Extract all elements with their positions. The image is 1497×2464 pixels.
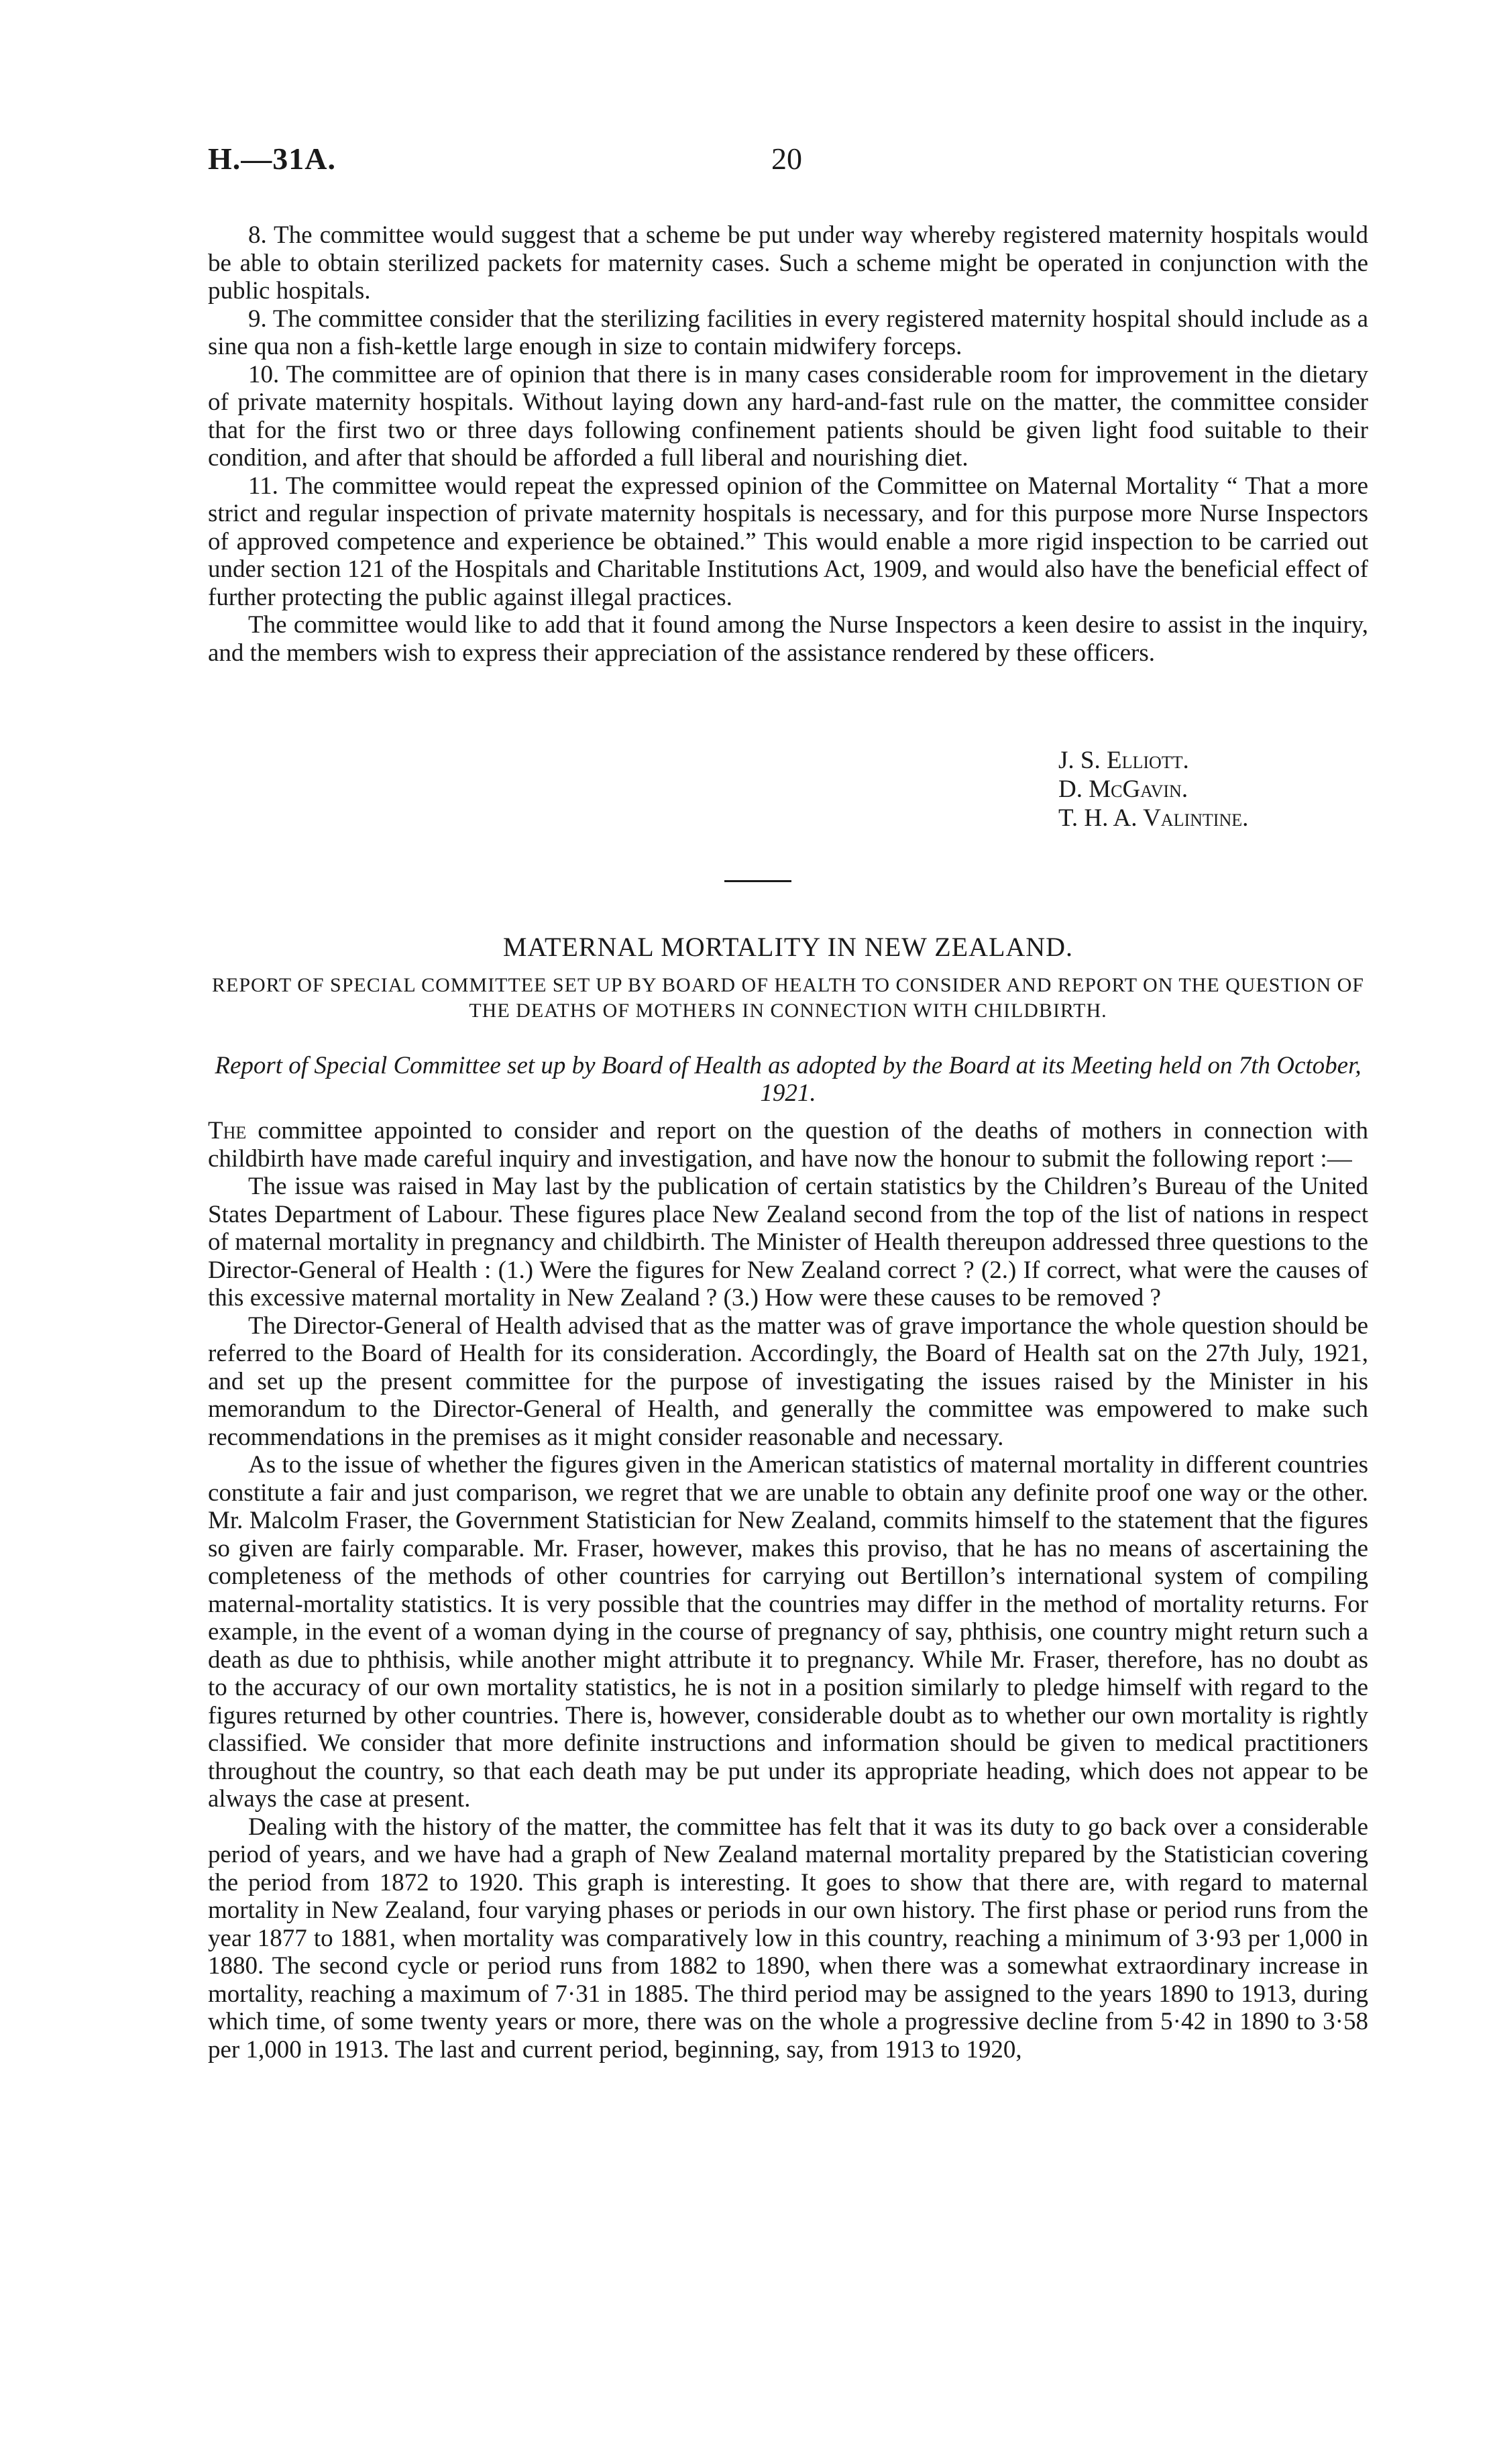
report-paragraph: As to the issue of whether the figures given in the American statistics of maternal mortality in different countries constitute a fair and just comparison, we regret that we are unable to obtain any definite proof one way or the other. Mr. Malcolm Fraser, the Government Statistician for New Zealand, commits himself to the statement that the figures so given are fairly comparable. Mr. Fraser, however, makes this proviso, that he has no means of ascertaining the completeness of the methods of other countries for carrying out Bertillon’s international system of compiling maternal-mortality statistics. It is very possible that the countries may differ in the method of mortality returns. For example, in the event of a woman dying in the course of pregnancy of say, phthisis, one country might return such a death as due to phthisis, while another might attribute it to pregnancy. While Mr. Fraser, therefore, has no doubt as to the accuracy of our own mortality statistics, he is not in a position similarly to pledge himself with regard to the figures returned by other countries. There is, however, considerable doubt as to whether our own mortality is rightly classified. We consider that more definite instructions and information should be given to medical practitioners throughout the country, so that each death may be put under its appropriate heading, which does not appear to be always the case at present. [208,1451,1368,1813]
committee-recommendations [208,221,1368,667]
page-number: 20 [771,142,802,176]
report-paragraph: The Director-General of Health advised that as the matter was of grave importance the whole question should be referred to the Board of Health for its consideration. Accordingly, the Board of Health sat on the 27th July, 1921, and set up the present committee for the purpose of investigating the issues raised by the Minister in his memorandum to the Director-General of Health, and generally the committee was empowered to make such recommendations in the premises as it might consider reasonable and necessary. [208,1311,1368,1451]
paragraph-11: 11. The committee would repeat the expressed opinion of the Committee on Maternal Mortality “ That a more strict and regular inspection of private maternity hospitals is necessary, and for this purpose more Nurse Inspectors of approved competence and experience be obtained.” This would enable a more rigid inspection to be carried out under section 121 of the Hospitals and Charitable Institutions Act, 1909, and would also have the beneficial effect of further protecting the public against illegal practices. [208,472,1368,611]
paragraph-8: 8. The committee would suggest that a scheme be put under way whereby registered maternity hospitals would be able to obtain sterilized packets for maternity cases. Such a scheme might be operated in conjunction with the public hospitals. [208,221,1368,305]
closing-paragraph: The committee would like to add that it found among the Nurse Inspectors a keen desire to assist in the inquiry, and the members wish to express their appreciation of the assistance rendered by these officers. [208,611,1368,667]
signatory: J. S. Elliott. [1058,747,1189,774]
page-header [208,141,1368,188]
series-code: H.—31A. [208,142,336,176]
opening-word: The [208,1117,247,1144]
section-divider [724,880,791,882]
report-title: MATERNAL MORTALITY IN NEW ZEALAND. [502,932,1074,962]
report-opening [208,1117,1368,1173]
paragraph-10: 10. The committee are of opinion that there is in many cases considerable room for improvement in the dietary of private maternity hospitals. Without laying down any hard-and-fast rule on the matter, the committee consider that for the first two or three days following confinement patients should be given light food suitable to their condition, and after that should be afforded a full liberal and nourishing diet. [208,360,1368,472]
report-italic-heading: Report of Special Committee set up by Board of Health as adopted by the Board at its Meeting held on 7th October, 1921. [215,1052,1362,1107]
report-subtitle: REPORT OF SPECIAL COMMITTEE SET UP BY BOARD OF HEALTH TO CONSIDER AND REPORT ON THE QUESTION OF THE DEATHS OF MOTHERS IN CONNECTION WITH CHILDBIRTH. [212,974,1364,1022]
paragraph-9: 9. The committee consider that the sterilizing facilities in every registered maternity hospital should include as a sine qua non a fish-kettle large enough in size to contain midwifery forceps. [208,305,1368,360]
report-paragraph: Dealing with the history of the matter, the committee has felt that it was its duty to go back over a considerable period of years, and we have had a graph of New Zealand maternal mortality prepared by the Statistician covering the period from 1872 to 1920. This graph is interesting. It goes to show that there are, with regard to maternal mortality in New Zealand, four varying phases or periods in our own history. The first phase or period runs from the year 1877 to 1881, when mortality was comparatively low in this country, reaching a minimum of 3·93 per 1,000 in 1880. The second cycle or period runs from 1882 to 1890, when there was a somewhat extraordinary increase in mortality, reaching a maximum of 7·31 in 1885. The third period may be assigned to the years 1890 to 1913, during which time, of some twenty years or more, there was on the whole a progressive decline from 5·42 in 1890 to 3·58 per 1,000 in 1913. The last and current period, beginning, say, from 1913 to 1920, [208,1813,1368,2064]
signature-block [1058,746,1248,833]
report-paragraph: The issue was raised in May last by the publication of certain statistics by the Children’s Bureau of the United States Department of Labour. These figures place New Zealand second from the top of the list of nations in respect of maternal mortality in pregnancy and childbirth. The Minister of Health thereupon addressed three questions to the Director-General of Health : (1.) Were the figures for New Zealand correct ? (2.) If correct, what were the causes of this excessive maternal mortality in New Zealand ? (3.) How were these causes to be removed ? [208,1173,1368,1311]
opening-text: committee appointed to consider and report on the question of the deaths of mothers in connection with childbirth have made careful inquiry and investigation, and have now the honour to submit the following report :— [208,1117,1368,1173]
signatory: T. H. A. Valintine. [1058,804,1249,832]
signatory: D. McGavin. [1058,775,1188,803]
report-body [208,1117,1368,2064]
